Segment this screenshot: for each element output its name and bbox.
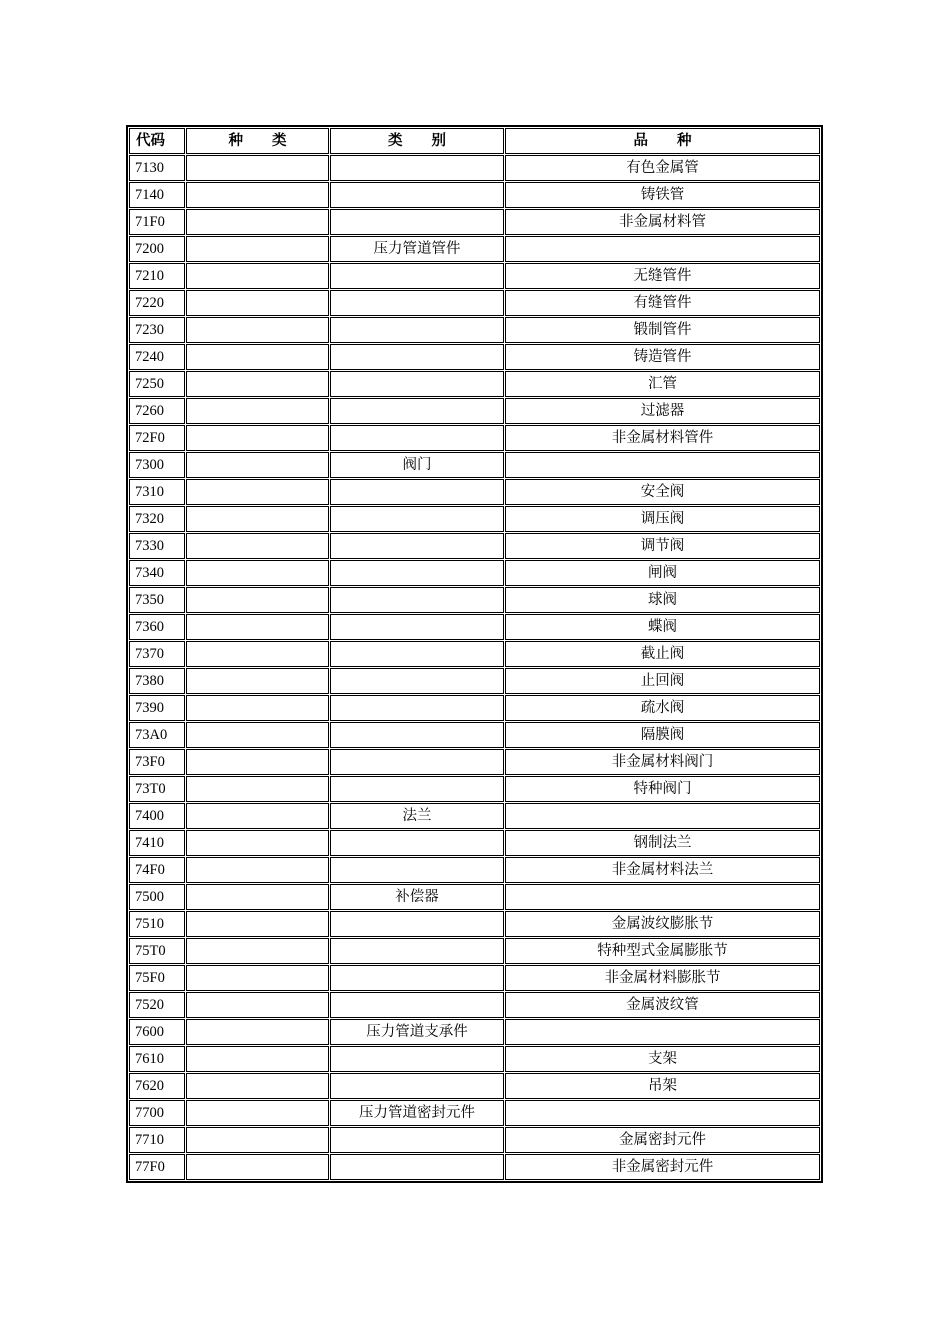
table-row (129, 425, 820, 451)
cell-category (330, 290, 504, 316)
cell-variety: 吊架 (505, 1073, 820, 1099)
table-row (129, 587, 820, 613)
table-row (129, 1019, 820, 1045)
cell-variety: 蝶阀 (505, 614, 820, 640)
classification-table (128, 127, 821, 1181)
cell-code: 7390 (129, 695, 185, 721)
cell-variety: 金属波纹管 (505, 992, 820, 1018)
cell-code: 73F0 (129, 749, 185, 775)
cell-code: 71F0 (129, 209, 185, 235)
cell-kind (186, 857, 329, 883)
cell-kind (186, 236, 329, 262)
table-row (129, 506, 820, 532)
cell-code: 75F0 (129, 965, 185, 991)
cell-code: 7340 (129, 560, 185, 586)
cell-category (330, 263, 504, 289)
cell-code: 7330 (129, 533, 185, 559)
table-body (129, 155, 820, 1180)
table-row (129, 938, 820, 964)
cell-code: 7700 (129, 1100, 185, 1126)
cell-variety (505, 452, 820, 478)
cell-category (330, 911, 504, 937)
table-row (129, 398, 820, 424)
cell-code: 73A0 (129, 722, 185, 748)
cell-kind (186, 911, 329, 937)
cell-category (330, 1046, 504, 1072)
cell-category (330, 209, 504, 235)
table-row (129, 965, 820, 991)
cell-category (330, 695, 504, 721)
cell-kind (186, 560, 329, 586)
cell-code: 7400 (129, 803, 185, 829)
cell-code: 7320 (129, 506, 185, 532)
cell-variety: 闸阀 (505, 560, 820, 586)
cell-category (330, 317, 504, 343)
cell-kind (186, 533, 329, 559)
cell-kind (186, 884, 329, 910)
cell-kind (186, 371, 329, 397)
table-row (129, 452, 820, 478)
table-row (129, 830, 820, 856)
cell-category (330, 155, 504, 181)
table-row (129, 884, 820, 910)
cell-kind (186, 452, 329, 478)
cell-code: 7380 (129, 668, 185, 694)
cell-category (330, 344, 504, 370)
cell-variety: 截止阀 (505, 641, 820, 667)
cell-kind (186, 965, 329, 991)
cell-category: 补偿器 (330, 884, 504, 910)
cell-code: 7510 (129, 911, 185, 937)
cell-category (330, 425, 504, 451)
cell-category (330, 479, 504, 505)
cell-variety: 无缝管件 (505, 263, 820, 289)
cell-variety (505, 884, 820, 910)
cell-variety: 过滤器 (505, 398, 820, 424)
table-row (129, 1046, 820, 1072)
cell-category (330, 722, 504, 748)
cell-category (330, 938, 504, 964)
table-row (129, 722, 820, 748)
table-row (129, 749, 820, 775)
cell-code: 7300 (129, 452, 185, 478)
cell-code: 7140 (129, 182, 185, 208)
cell-category (330, 182, 504, 208)
cell-variety: 球阀 (505, 587, 820, 613)
cell-code: 7250 (129, 371, 185, 397)
cell-code: 7370 (129, 641, 185, 667)
cell-category (330, 749, 504, 775)
cell-kind (186, 587, 329, 613)
cell-kind (186, 344, 329, 370)
cell-code: 74F0 (129, 857, 185, 883)
cell-variety: 非金属密封元件 (505, 1154, 820, 1180)
cell-code: 7130 (129, 155, 185, 181)
cell-variety: 疏水阀 (505, 695, 820, 721)
cell-variety: 钢制法兰 (505, 830, 820, 856)
cell-category (330, 587, 504, 613)
cell-kind (186, 506, 329, 532)
cell-kind (186, 1073, 329, 1099)
cell-kind (186, 992, 329, 1018)
cell-kind (186, 776, 329, 802)
cell-code: 7310 (129, 479, 185, 505)
cell-code: 7350 (129, 587, 185, 613)
table-row (129, 479, 820, 505)
cell-kind (186, 290, 329, 316)
table-row (129, 668, 820, 694)
cell-code: 7240 (129, 344, 185, 370)
table-row (129, 803, 820, 829)
table-row (129, 533, 820, 559)
cell-category: 法兰 (330, 803, 504, 829)
cell-code: 7220 (129, 290, 185, 316)
cell-variety: 止回阀 (505, 668, 820, 694)
cell-category (330, 641, 504, 667)
cell-code: 7600 (129, 1019, 185, 1045)
cell-variety: 特种阀门 (505, 776, 820, 802)
cell-kind (186, 1100, 329, 1126)
header-code: 代码 (129, 128, 185, 154)
table-header-row (129, 128, 820, 154)
cell-category (330, 776, 504, 802)
cell-variety: 非金属材料法兰 (505, 857, 820, 883)
table-row (129, 560, 820, 586)
cell-category (330, 371, 504, 397)
header-kind: 种 类 (186, 128, 329, 154)
cell-variety (505, 1019, 820, 1045)
cell-variety: 铸造管件 (505, 344, 820, 370)
cell-category (330, 1127, 504, 1153)
cell-variety (505, 236, 820, 262)
cell-code: 73T0 (129, 776, 185, 802)
cell-kind (186, 614, 329, 640)
cell-variety: 非金属材料阀门 (505, 749, 820, 775)
cell-variety: 金属密封元件 (505, 1127, 820, 1153)
table-row (129, 911, 820, 937)
table-row (129, 317, 820, 343)
cell-variety: 调节阀 (505, 533, 820, 559)
cell-code: 77F0 (129, 1154, 185, 1180)
cell-variety (505, 803, 820, 829)
cell-variety (505, 1100, 820, 1126)
cell-code: 7230 (129, 317, 185, 343)
cell-variety: 有缝管件 (505, 290, 820, 316)
cell-kind (186, 1046, 329, 1072)
cell-kind (186, 263, 329, 289)
table-row (129, 1127, 820, 1153)
table-row (129, 1100, 820, 1126)
cell-variety: 安全阀 (505, 479, 820, 505)
cell-kind (186, 938, 329, 964)
cell-kind (186, 425, 329, 451)
table-row (129, 344, 820, 370)
cell-category (330, 1073, 504, 1099)
table-row (129, 857, 820, 883)
cell-variety: 支架 (505, 1046, 820, 1072)
cell-code: 7360 (129, 614, 185, 640)
cell-category (330, 533, 504, 559)
cell-kind (186, 398, 329, 424)
cell-kind (186, 209, 329, 235)
cell-kind (186, 641, 329, 667)
table-row (129, 209, 820, 235)
cell-variety: 隔膜阀 (505, 722, 820, 748)
cell-code: 7410 (129, 830, 185, 856)
cell-kind (186, 749, 329, 775)
cell-code: 7610 (129, 1046, 185, 1072)
header-variety: 品 种 (505, 128, 820, 154)
cell-category (330, 614, 504, 640)
cell-category: 压力管道密封元件 (330, 1100, 504, 1126)
table-row (129, 371, 820, 397)
cell-kind (186, 317, 329, 343)
cell-category: 压力管道支承件 (330, 1019, 504, 1045)
cell-kind (186, 803, 329, 829)
cell-code: 75T0 (129, 938, 185, 964)
cell-kind (186, 1154, 329, 1180)
table-row (129, 992, 820, 1018)
table-row (129, 1073, 820, 1099)
cell-variety: 非金属材料膨胀节 (505, 965, 820, 991)
table-row (129, 290, 820, 316)
cell-variety: 铸铁管 (505, 182, 820, 208)
cell-kind (186, 1019, 329, 1045)
cell-kind (186, 668, 329, 694)
cell-category (330, 398, 504, 424)
cell-variety: 汇管 (505, 371, 820, 397)
cell-kind (186, 830, 329, 856)
table-row (129, 182, 820, 208)
cell-kind (186, 182, 329, 208)
cell-category (330, 668, 504, 694)
table-row (129, 263, 820, 289)
classification-table-frame (126, 125, 823, 1183)
cell-code: 7200 (129, 236, 185, 262)
cell-variety: 特种型式金属膨胀节 (505, 938, 820, 964)
cell-code: 7500 (129, 884, 185, 910)
cell-code: 7260 (129, 398, 185, 424)
cell-code: 7710 (129, 1127, 185, 1153)
cell-category (330, 965, 504, 991)
table-row (129, 776, 820, 802)
cell-kind (186, 155, 329, 181)
cell-variety: 有色金属管 (505, 155, 820, 181)
table-row (129, 641, 820, 667)
cell-category (330, 992, 504, 1018)
cell-category: 阀门 (330, 452, 504, 478)
table-row (129, 155, 820, 181)
cell-kind (186, 479, 329, 505)
cell-category (330, 1154, 504, 1180)
cell-kind (186, 722, 329, 748)
table-row (129, 695, 820, 721)
cell-category (330, 506, 504, 532)
table-row (129, 1154, 820, 1180)
cell-category (330, 830, 504, 856)
cell-variety: 非金属材料管 (505, 209, 820, 235)
cell-code: 72F0 (129, 425, 185, 451)
cell-code: 7520 (129, 992, 185, 1018)
cell-code: 7210 (129, 263, 185, 289)
cell-category (330, 560, 504, 586)
table-row (129, 614, 820, 640)
table-row (129, 236, 820, 262)
cell-code: 7620 (129, 1073, 185, 1099)
header-category: 类 别 (330, 128, 504, 154)
cell-category (330, 857, 504, 883)
cell-kind (186, 695, 329, 721)
cell-category: 压力管道管件 (330, 236, 504, 262)
cell-variety: 锻制管件 (505, 317, 820, 343)
cell-variety: 金属波纹膨胀节 (505, 911, 820, 937)
cell-kind (186, 1127, 329, 1153)
cell-variety: 调压阀 (505, 506, 820, 532)
cell-variety: 非金属材料管件 (505, 425, 820, 451)
